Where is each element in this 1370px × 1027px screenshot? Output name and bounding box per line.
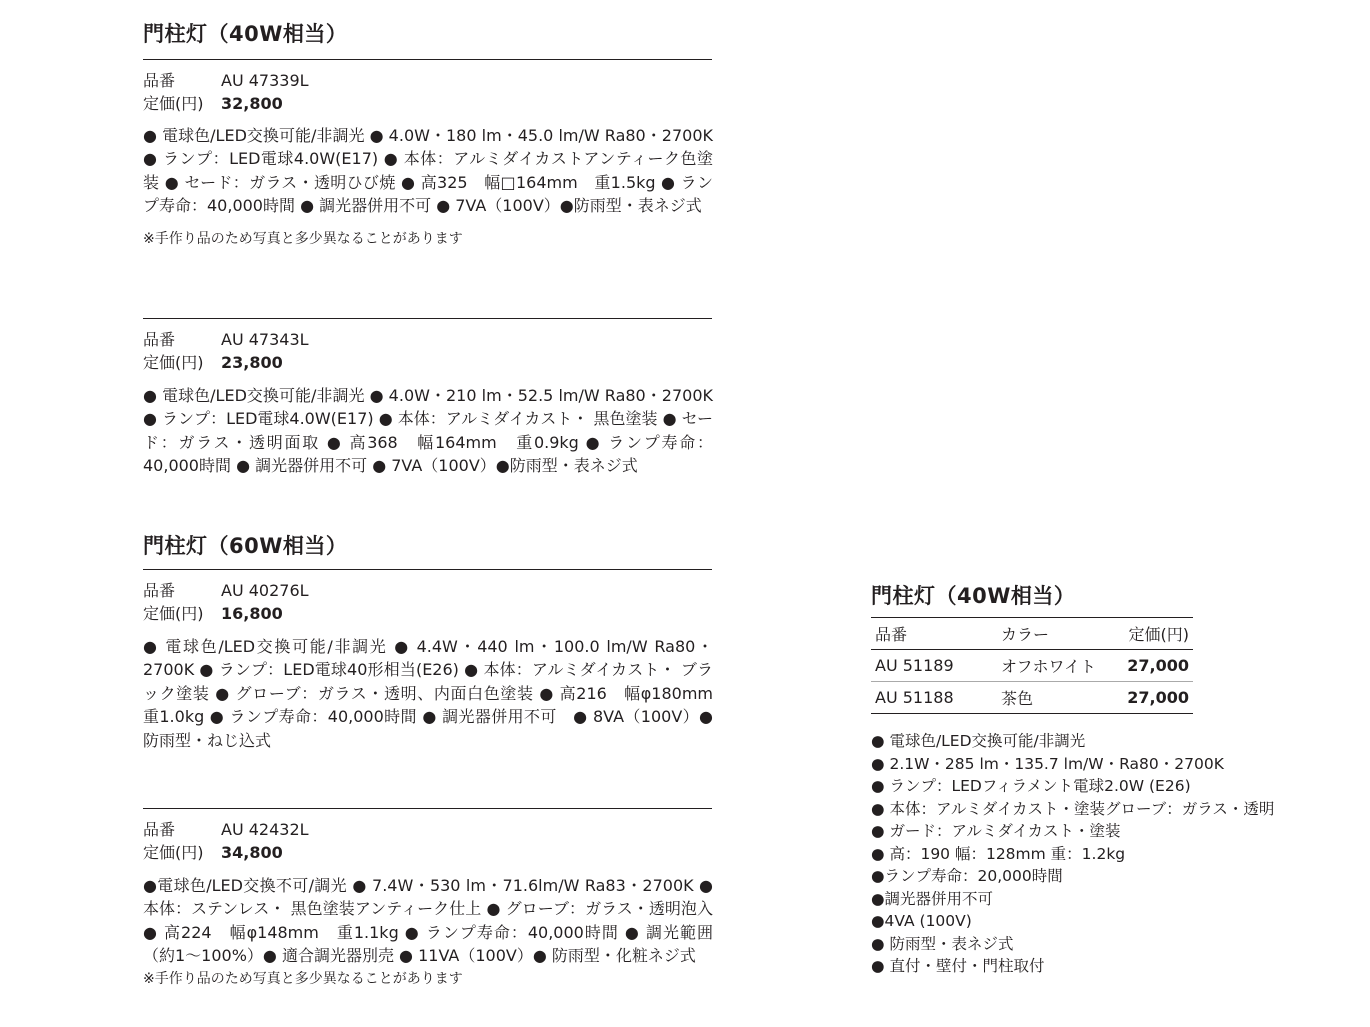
table-row: [871, 682, 1193, 714]
price-table: [871, 617, 1193, 714]
table-cell-price: 27,000: [1115, 682, 1193, 714]
product-spec-au40276l: ● 電球色/LED交換可能/非調光 ● 4.4W・440 lm・100.0 lm/W Ra80・2700K ● ランプ：LED電球40形相当(E26) ● 本体：アルミダイカスト・ ブラック塗装 ● グローブ：ガラス・透明、内面白色塗装 ● 高216 幅φ180mm 重1.0kg ● ランプ寿命：40,000時間 ● 調光器併用不可 ● 8VA（100V）● 防雨型・ねじ込式: [143, 637, 730, 750]
product-spec-au47343l: ● 電球色/LED交換可能/非調光 ● 4.0W・210 lm・52.5 lm/W Ra80・2700K ● ランプ：LED電球4.0W(E17) ● 本体：アルミダイカスト・ 黒色塗装 ● セード：ガラス・透明面取 ● 高368 幅164mm 重0.9kg ● ランプ寿命：40,000時間 ● 調光器併用不可 ● 7VA（100V）●防雨型・表ネジ式: [143, 386, 713, 476]
product-rule: [143, 318, 712, 319]
table-header-model: 品番: [871, 618, 997, 650]
product-info-au47339l: [143, 69, 309, 115]
product-note: ※手作り品のため写真と多少異なることがあります: [143, 971, 463, 987]
price-label: 定価(円): [143, 94, 204, 113]
spec-item: ● 2.1W・285 lm・135.7 lm/W・Ra80・2700K: [871, 754, 1224, 773]
model-label: 品番: [143, 581, 176, 600]
spec-item: ● 本体：アルミダイカスト・塗装グローブ：ガラス・透明: [871, 799, 1275, 818]
right-section-heading: 門柱灯（40W相当）: [871, 584, 1076, 608]
price-label: 定価(円): [143, 843, 204, 862]
section-heading-60w: 門柱灯（60W相当）: [143, 534, 348, 558]
model-label: 品番: [143, 330, 176, 349]
model-label: 品番: [143, 820, 176, 839]
model-number: AU 40276L: [221, 581, 309, 600]
price-value: 16,800: [221, 604, 283, 623]
price-label: 定価(円): [143, 604, 204, 623]
table-cell-model: AU 51189: [871, 650, 997, 682]
spec-item: ● ランプ：LEDフィラメント電球2.0W (E26): [871, 777, 1191, 795]
product-spec-au42432l: ●電球色/LED交換不可/調光 ● 7.4W・530 lm・71.6lm/W Ra83・2700K ● 本体：ステンレス・ 黒色塗装アンティーク仕上 ● グローブ：ガラス・透明泡入 ● 高224 幅φ148mm 重1.1kg ● ランプ寿命：40,000時間 ● 調光範囲（約1〜100%）● 適合調光器別売 ● 11VA（100V）● 防雨型・化粧ネジ式: [143, 876, 713, 966]
table-header-color: カラー: [997, 618, 1115, 650]
section-heading-40w: 門柱灯（40W相当）: [143, 22, 348, 46]
model-number: AU 47343L: [221, 330, 309, 349]
price-value: 23,800: [221, 353, 283, 372]
spec-item: ● 防雨型・表ネジ式: [871, 934, 1014, 953]
product-info-au42432l: [143, 818, 309, 864]
model-number: AU 42432L: [221, 820, 309, 839]
table-cell-model: AU 51188: [871, 682, 997, 714]
spec-item: ● 直付・壁付・門柱取付: [871, 957, 1045, 975]
table-cell-color: 茶色: [997, 682, 1115, 714]
spec-item: ●4VA (100V): [871, 912, 972, 930]
model-number: AU 47339L: [221, 71, 309, 90]
table-cell-price: 27,000: [1115, 650, 1193, 682]
spec-item: ● 電球色/LED交換可能/非調光: [871, 732, 1086, 750]
table-header-row: [871, 618, 1193, 650]
table-row: [871, 650, 1193, 682]
right-spec-list: [871, 730, 1274, 978]
spec-item: ● ガード：アルミダイカスト・塗装: [871, 822, 1121, 840]
spec-item: ● 高：190 幅：128mm 重：1.2kg: [871, 844, 1126, 863]
product-info-au40276l: [143, 579, 309, 625]
price-value: 34,800: [221, 843, 283, 862]
table-cell-color: オフホワイト: [997, 650, 1115, 682]
spec-item: ●ランプ寿命：20,000時間: [871, 867, 1063, 885]
table-header-price: 定価(円): [1115, 618, 1193, 650]
product-rule: [143, 808, 712, 809]
model-label: 品番: [143, 71, 176, 90]
price-value: 32,800: [221, 94, 283, 113]
price-label: 定価(円): [143, 353, 204, 372]
product-info-au47343l: [143, 328, 309, 374]
product-spec-au47339l: ● 電球色/LED交換可能/非調光 ● 4.0W・180 lm・45.0 lm/W Ra80・2700K ● ランプ：LED電球4.0W(E17) ● 本体：アルミダイカストアンティーク色塗装 ● セード：ガラス・透明ひび焼 ● 高325 幅□164mm 重1.5kg ● ランプ寿命：40,000時間 ● 調光器併用不可 ● 7VA（100V）●防雨型・表ネジ式: [143, 126, 713, 216]
spec-item: ●調光器併用不可: [871, 889, 994, 908]
product-note: ※手作り品のため写真と多少異なることがあります: [143, 231, 463, 247]
section-rule: [143, 569, 712, 570]
section-rule: [143, 59, 712, 60]
